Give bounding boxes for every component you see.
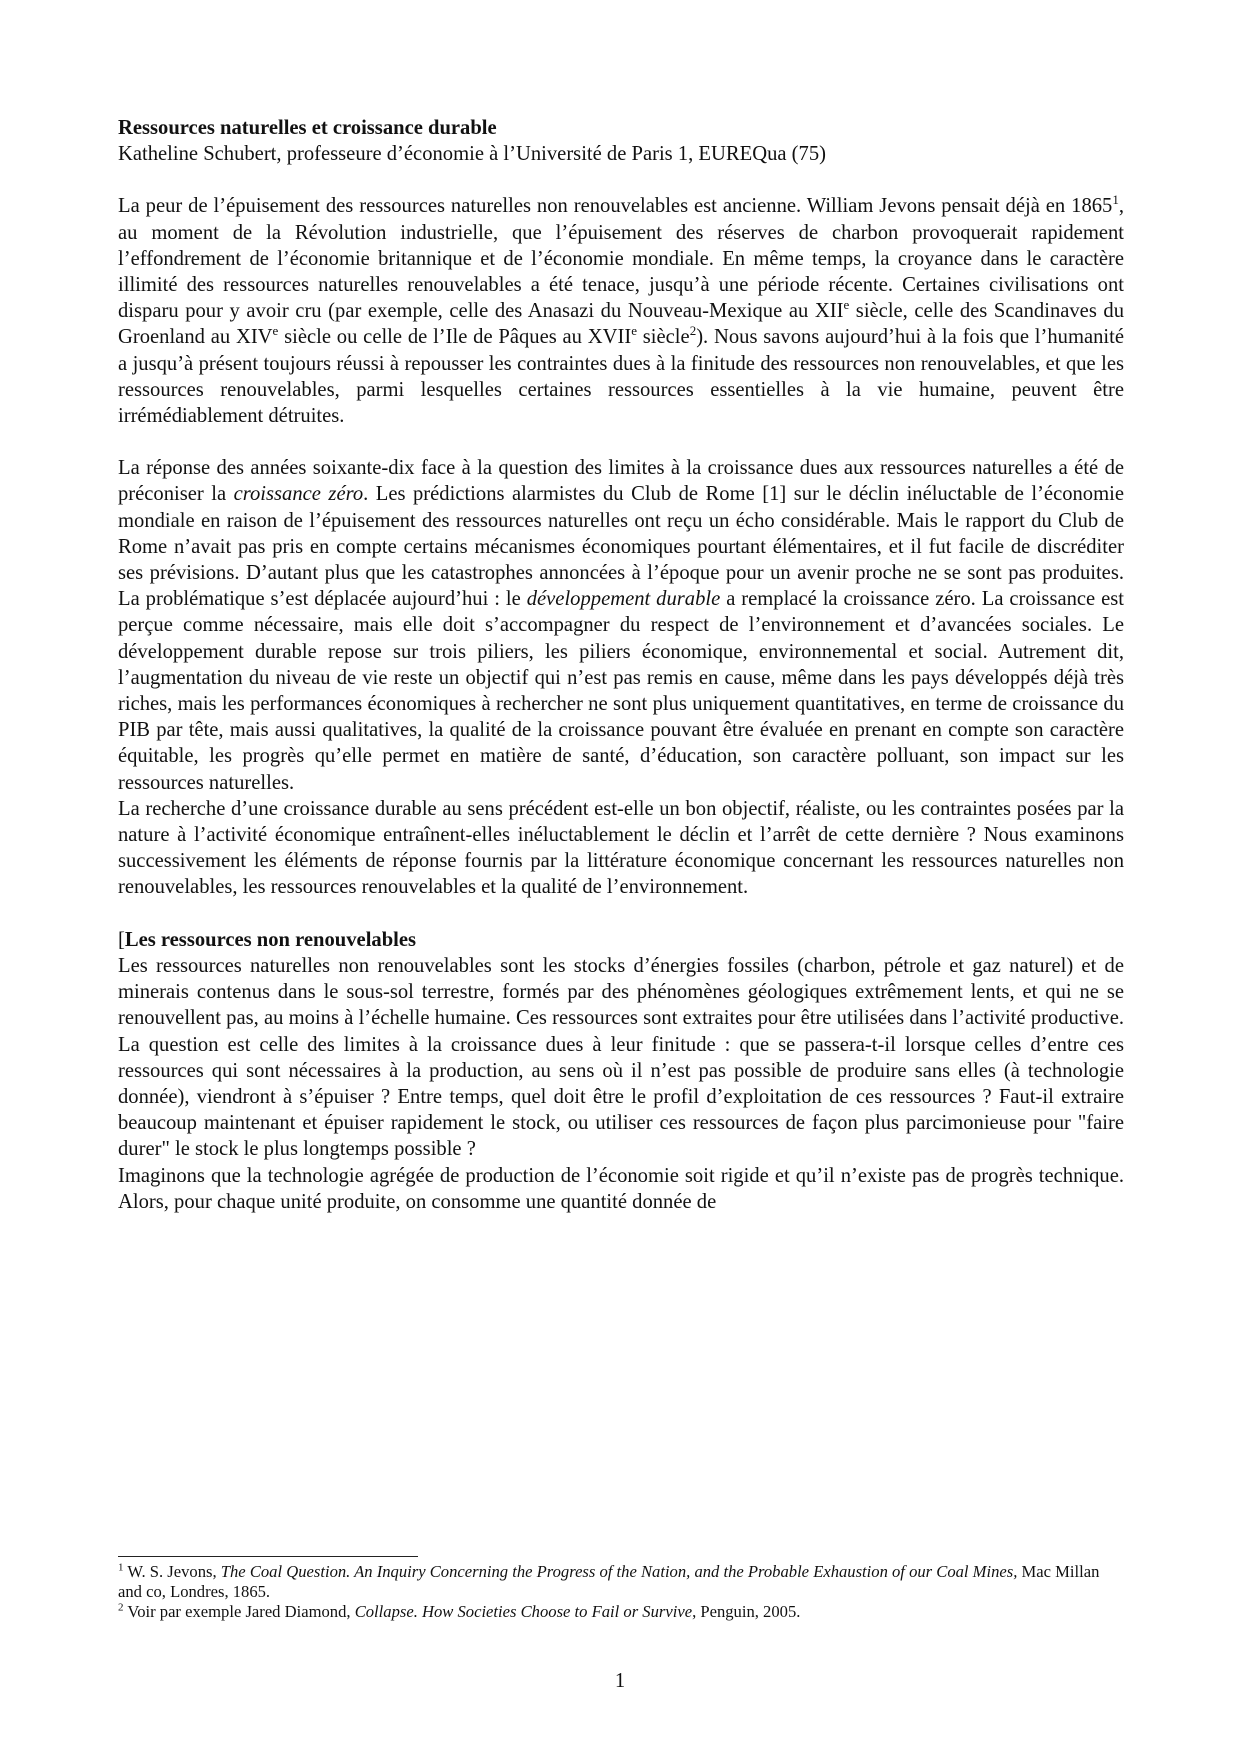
page-number: 1 (614, 1670, 626, 1692)
paragraph-gap (118, 901, 1124, 927)
text-run: La réponse des années soixante-dix face à la question des limites à la croissance dues aux ressources naturelles a été de préconiser la (118, 457, 1124, 506)
footnote-number: 1 (118, 1561, 124, 1574)
text-run: , Penguin, 2005. (692, 1602, 801, 1621)
text-run: Voir par exemple Jared Diamond, (123, 1602, 355, 1621)
paragraph-4: Les ressources naturelles non renouvelables sont les stocks d’énergies fossiles (charbon, pétrole et gaz naturel) et de minerais contenus dans le sous-sol terrestre, formés par des phénomènes géologiques extrêmement lents, et qui ne se renouvellent pas, au moins à l’échelle humaine. Ces ressources sont extraites pour être utilisées dans l’activité productive. La question est celle des limites à la croissance dues à leur finitude : que se passera-t-il lorsque celles d’entre ces ressources qui sont nécessaires à la production, au sens où il n’est pas possible de produire sans elles (à technologie donnée), viendront à s’épuiser ? Entre temps, quel doit être le profil d’exploitation de ces ressources ? Faut-il extraire beaucoup maintenant et épuiser rapidement le stock, ou utiliser ces ressources de façon plus parcimonieuse pour "faire durer" le stock le plus longtemps possible ? (118, 954, 1124, 1161)
heading-text: Les ressources non renouvelables (124, 928, 417, 951)
text-run: siècle (637, 326, 690, 349)
text-run: Mac Millan and co, Londres, 1865. (118, 1562, 1100, 1601)
text-run: , au moment de la Révolution industrielle, que l’épuisement des réserves de charbon provoquerait rapidement l’effondrement de l’économie britannique et de l’économie mondiale. En même temps, la croyance dans le caractère illimité des ressources naturelles renouvelables a été tenace, jusqu’à une période récente. Certaines civilisations ont disparu pour y avoir cru (par exemple, celle des Anasazi du Nouveau-Mexique au XII (118, 195, 1124, 323)
paragraph-5: Imaginons que la technologie agrégée de production de l’économie soit rigide et qu’il n’existe pas de progrès technique. Alors, pour chaque unité produite, on consomme une quantité donnée de (118, 1164, 1124, 1213)
document-title: Ressources naturelles et croissance durable (118, 117, 497, 139)
paragraph-gap (118, 429, 1124, 455)
paragraph-gap (118, 167, 1124, 193)
document-body (118, 115, 1124, 1215)
paragraph-1 (118, 193, 1124, 429)
paragraph-2 (118, 455, 1124, 796)
text-run: ). Nous savons aujourd’hui à la fois que l’humanité a jusqu’à présent toujours réussi à repousser les contraintes dues à la finitude des ressources non renouvelables, et que les ressources renouvelables, parmi lesquelles certaines ressources essentielles à la vie humaine, peuvent être irrémédiablement détruites. (118, 326, 1124, 428)
author-line: Katheline Schubert, professeure d’économie à l’Université de Paris 1, EUREQua (75) (118, 143, 826, 166)
footnote-ref-2[interactable]: 2 (689, 323, 697, 339)
text-run: W. S. Jevons, (123, 1562, 221, 1581)
text-run: La peur de l’épuisement des ressources naturelles non renouvelables est ancienne. William Jevons pensait déjà en 1865 (118, 195, 1113, 218)
footnote-number: 2 (118, 1601, 124, 1614)
footnote-ref-1[interactable]: 1 (1112, 192, 1119, 208)
footnote-1 (118, 1562, 1124, 1602)
text-run: . Les prédictions alarmistes du Club de Rome [1] sur le déclin inéluctable de l’économie mondiale en raison de l’épuisement des ressources naturelles ont reçu un écho considérable. Mais le rapport du Club de Rome n’avait pas pris en compte certains mécanismes économiques pourtant élémentaires, et il fut facile de discréditer ses prévisions. D’autant plus que les catastrophes annoncées à l’époque pour un avenir proche ne se sont pas produites. La problématique s’est déplacée aujourd’hui : le (118, 483, 1124, 611)
emphasis: croissance zéro (233, 483, 364, 506)
heading-bracket: [ (118, 928, 125, 951)
emphasis: développement durable (526, 588, 721, 611)
book-title: Collapse. How Societies Choose to Fail or Survive (354, 1602, 693, 1621)
footnote-separator (118, 1556, 418, 1557)
book-title: The Coal Question. An Inquiry Concerning the Progress of the Nation, and the Probable Exhaustion of our Coal Mines, (220, 1562, 1018, 1581)
text-run: siècle ou celle de l’Ile de Pâques au XVII (278, 326, 632, 349)
section-heading (118, 927, 1124, 953)
footnotes (118, 1562, 1124, 1622)
superscript-e: e (843, 297, 850, 313)
text-run: siècle, celle des Scandinaves du Groenland au XIV (118, 300, 1125, 349)
paragraph-3: La recherche d’une croissance durable au sens précédent est-elle un bon objectif, réaliste, ou les contraintes posées par la nature à l’activité économique entraînent-elles inéluctablement le déclin et l’arrêt de cette dernière ? Nous examinons successivement les éléments de réponse fournis par la littérature économique concernant les ressources naturelles non renouvelables, les ressources renouvelables et la qualité de l’environnement. (118, 797, 1124, 899)
footnote-2 (118, 1602, 1124, 1622)
text-run: a remplacé la croissance zéro. La croissance est perçue comme nécessaire, mais elle doit s’accompagner du respect de l’environnement et d’avancées sociales. Le développement durable repose sur trois piliers, les piliers économique, environnemental et social. Autrement dit, l’augmentation du niveau de vie reste un objectif qui n’est pas remis en cause, même dans les pays développés déjà très riches, mais les performances économiques à rechercher ne sont plus uniquement quantitatives, en terme de croissance du PIB par tête, mais aussi qualitatives, la qualité de la croissance pouvant être évaluée en prenant en compte son caractère équitable, les progrès qu’elle permet en matière de santé, d’éducation, son caractère polluant, son impact sur les ressources naturelles. (118, 588, 1124, 794)
superscript-e: e (631, 323, 637, 339)
superscript-e: e (272, 323, 279, 339)
